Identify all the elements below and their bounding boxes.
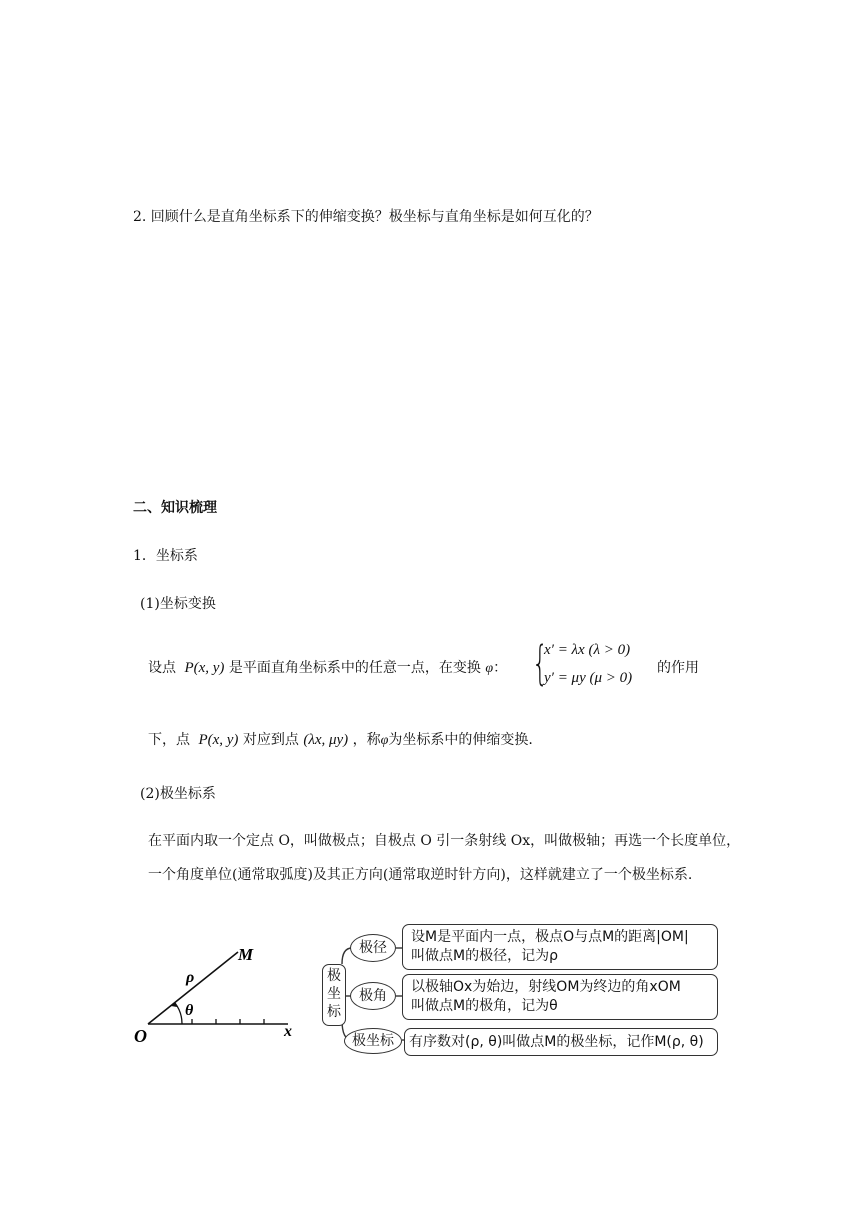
text-mid: 是平面直角坐标系中的任意一点，在变换 xyxy=(228,660,481,676)
desc-polar-angle-line-1: 以极轴Ox为始边，射线OM为终边的角xOM xyxy=(411,979,681,995)
desc-polar-coordinate-line: 有序数对(ρ, θ)叫做点M的极坐标，记作M(ρ, θ) xyxy=(409,1034,704,1050)
equation-y: y′ = μy (μ > 0) xyxy=(544,670,633,686)
node-polar-angle xyxy=(350,982,396,1010)
desc-polar-angle-line-2: 叫做点M的极角，记为θ xyxy=(411,998,558,1014)
node-polar-radius xyxy=(350,934,396,962)
label-o: O xyxy=(134,1026,147,1046)
text-suffix-2b: 为坐标系中的伸缩变换. xyxy=(388,732,533,748)
label-m: M xyxy=(238,945,254,964)
desc-polar-angle xyxy=(402,974,718,1020)
mindmap-root-label: 极坐标 xyxy=(327,968,341,1020)
polar-diagram xyxy=(130,935,305,1050)
point-p-2: P(x, y) xyxy=(198,732,239,748)
phi-symbol: φ xyxy=(485,661,494,676)
subsection-1-title: (1)坐标变换 xyxy=(140,596,216,612)
polar-mindmap xyxy=(318,920,718,1060)
node-polar-angle-label: 极角 xyxy=(359,988,387,1004)
subsection-2-title: (2)极坐标系 xyxy=(140,786,216,802)
text-suffix: 的作用 xyxy=(657,660,699,676)
transform-line-1 xyxy=(148,657,507,677)
point-image: (λx, μy) xyxy=(303,732,349,748)
transform-equations xyxy=(532,636,654,692)
point-p: P(x, y) xyxy=(184,660,225,676)
label-rho: ρ xyxy=(186,969,195,986)
transform-line-2 xyxy=(148,729,533,749)
text-prefix: 设点 xyxy=(148,660,176,676)
node-polar-coordinate-label: 极坐标 xyxy=(352,1033,394,1049)
polar-para-line-2: 一个角度单位(通常取弧度)及其正方向(通常取逆时针方向)，这样就建立了一个极坐标系. xyxy=(148,867,693,883)
text-prefix-2: 下，点 xyxy=(148,732,190,748)
section-title: 二、知识梳理 xyxy=(133,500,217,516)
desc-polar-coordinate xyxy=(404,1028,718,1056)
desc-polar-radius-line-1: 设M是平面内一点，极点O与点M的距离|OM| xyxy=(411,929,689,945)
text-mid-2: 对应到点 xyxy=(242,732,299,748)
phi-symbol-2: φ xyxy=(380,733,389,748)
desc-polar-radius xyxy=(402,924,718,970)
label-x: x xyxy=(284,1023,292,1040)
left-brace: { xyxy=(532,636,549,690)
question-2: 2. 回顾什么是直角坐标系下的伸缩变换？极坐标与直角坐标是如何互化的？ xyxy=(133,209,599,225)
subsection-title: 1．坐标系 xyxy=(133,548,198,564)
equation-x: x′ = λx (λ > 0) xyxy=(544,642,631,658)
polar-para-line-1: 在平面内取一个定点 O，叫做极点；自极点 O 引一条射线 Ox，叫做极轴；再选一个长度单位， xyxy=(148,833,741,849)
node-polar-radius-label: 极径 xyxy=(359,940,387,956)
text-suffix-2a: ，称 xyxy=(352,732,381,748)
label-theta: θ xyxy=(185,1002,194,1019)
colon: ： xyxy=(493,660,508,676)
node-polar-coordinate xyxy=(344,1028,402,1054)
mindmap-root xyxy=(322,964,346,1026)
desc-polar-radius-line-2: 叫做点M的极径，记为ρ xyxy=(411,948,558,964)
